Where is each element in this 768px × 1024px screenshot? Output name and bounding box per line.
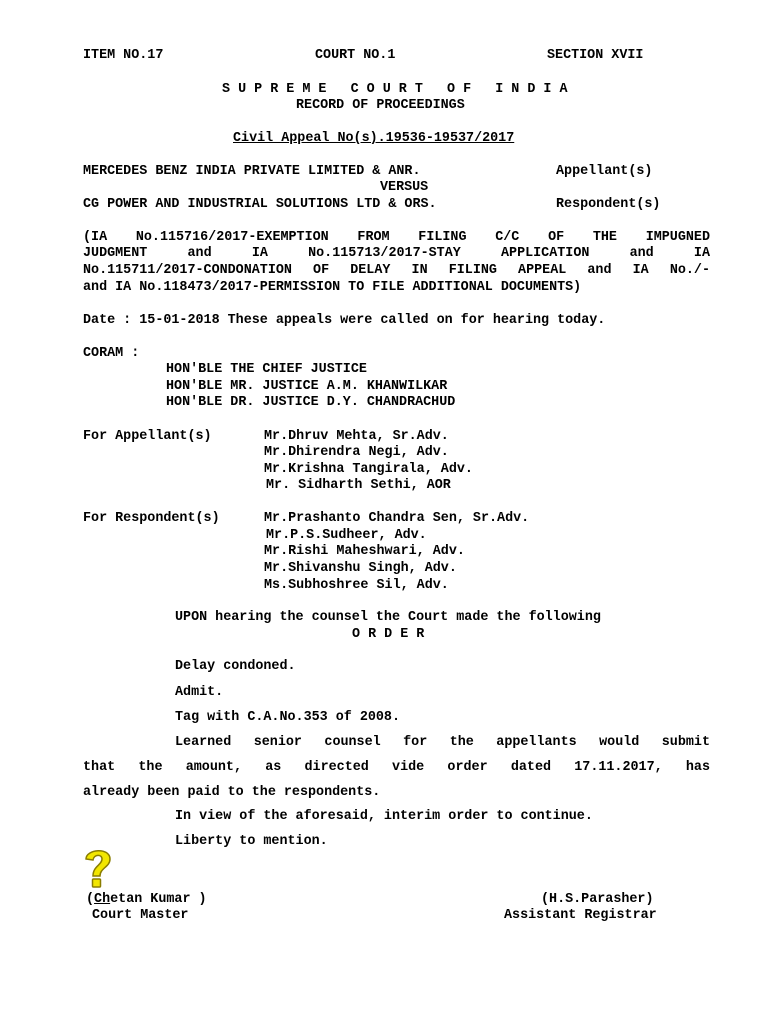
judge-name: HON'BLE DR. JUSTICE D.Y. CHANDRACHUD <box>166 395 456 410</box>
court-master-title: Court Master <box>92 908 189 923</box>
registrar-title: Assistant Registrar <box>504 908 657 923</box>
counsel-name: Ms.Subhoshree Sil, Adv. <box>264 578 449 593</box>
question-mark-icon <box>80 846 116 890</box>
order-tag: Tag with C.A.No.353 of 2008. <box>175 710 400 725</box>
respondent-role: Respondent(s) <box>556 197 661 212</box>
ia-line: JUDGMENT and IA No.115713/2017-STAY APPLICATION and IA <box>83 246 710 261</box>
registrar-signature: (H.S.Parasher) <box>541 892 654 907</box>
counsel-name: Mr. Sidharth Sethi, AOR <box>266 478 451 493</box>
counsel-name: Mr.Prashanto Chandra Sen, Sr.Adv. <box>264 511 530 526</box>
respondent-counsel-label: For Respondent(s) <box>83 511 220 526</box>
counsel-name: Mr.P.S.Sudheer, Adv. <box>266 528 427 543</box>
item-number: ITEM NO.17 <box>83 48 164 63</box>
court-number: COURT NO.1 <box>315 48 396 63</box>
counsel-name: Mr.Rishi Maheshwari, Adv. <box>264 544 465 559</box>
order-admit: Admit. <box>175 685 224 700</box>
appellant-counsel-label: For Appellant(s) <box>83 429 212 444</box>
counsel-name: Mr.Dhruv Mehta, Sr.Adv. <box>264 429 449 444</box>
ia-line: (IA No.115716/2017-EXEMPTION FROM FILING C/C OF THE IMPUGNED <box>83 230 710 245</box>
respondent-name: CG POWER AND INDUSTRIAL SOLUTIONS LTD & ORS. <box>83 197 437 212</box>
coram-label: CORAM : <box>83 346 140 361</box>
judge-name: HON'BLE MR. JUSTICE A.M. KHANWILKAR <box>166 379 448 394</box>
upon-hearing-line: UPON hearing the counsel the Court made the following <box>175 610 601 625</box>
order-delay: Delay condoned. <box>175 659 296 674</box>
appellant-name: MERCEDES BENZ INDIA PRIVATE LIMITED & ANR. <box>83 164 421 179</box>
judge-name: HON'BLE THE CHIEF JUSTICE <box>166 362 367 377</box>
ia-line: No.115711/2017-CONDONATION OF DELAY IN FILING APPEAL and IA No./- <box>83 263 710 278</box>
court-master-signature: (Chetan Kumar ) <box>86 892 207 907</box>
order-liberty: Liberty to mention. <box>175 834 328 849</box>
counsel-name: Mr.Shivanshu Singh, Adv. <box>264 561 457 576</box>
hearing-date-line: Date : 15-01-2018 These appeals were called on for hearing today. <box>83 313 606 328</box>
versus-label: VERSUS <box>380 180 429 195</box>
counsel-name: Mr.Dhirendra Negi, Adv. <box>264 445 449 460</box>
order-title: O R D E R <box>352 627 425 642</box>
ia-line: and IA No.118473/2017-PERMISSION TO FILE ADDITIONAL DOCUMENTS) <box>83 280 582 295</box>
section-label: SECTION XVII <box>547 48 644 63</box>
record-title: RECORD OF PROCEEDINGS <box>296 98 465 113</box>
case-number: Civil Appeal No(s).19536-19537/2017 <box>233 131 515 146</box>
counsel-name: Mr.Krishna Tangirala, Adv. <box>264 462 473 477</box>
order-interim: In view of the aforesaid, interim order to continue. <box>175 809 593 824</box>
order-paragraph-line: that the amount, as directed vide order dated 17.11.2017, has <box>83 760 710 775</box>
order-paragraph-line: Learned senior counsel for the appellants would submit <box>175 735 710 750</box>
order-paragraph-line: already been paid to the respondents. <box>83 785 381 800</box>
court-name: S U P R E M E C O U R T O F I N D I A <box>222 82 568 97</box>
appellant-role: Appellant(s) <box>556 164 653 179</box>
